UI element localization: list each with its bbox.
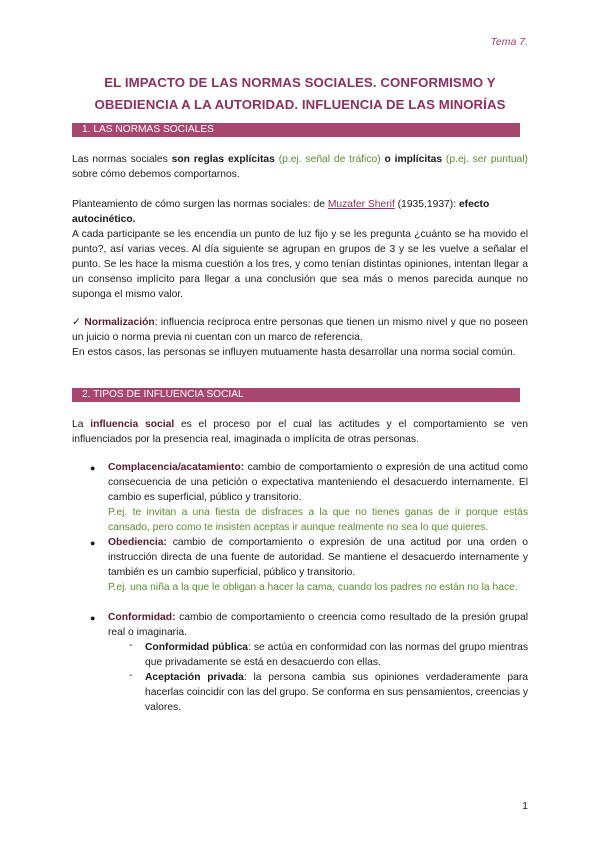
paragraph-mutual-influence: En estos casos, las personas se influyen mutuamente hasta desarrollar una norma social común. [72, 347, 516, 358]
topic-label: Tema 7. [490, 36, 528, 48]
text-span: Las normas sociales [72, 154, 172, 165]
list-item-obediencia [108, 535, 528, 595]
dash-marker: - [129, 670, 133, 681]
text-span: La [72, 419, 91, 430]
text-span: : influencia recíproca entre personas que tienen un mismo nivel y que no poseen un juicio o norma previa ni cuentan con un marco de referencia. [72, 317, 528, 343]
term-implicit: o implícitas [384, 154, 443, 165]
page-number: 1 [522, 800, 528, 812]
title-line-2: OBEDIENCIA A LA AUTORIDAD. INFLUENCIA DE LAS MINORÍAS [94, 97, 506, 112]
text-span: cambio de comportamiento o expresión de una actitud por una orden o instrucción directa de una fuente de autoridad. Se mantiene el desacuerdo internamente y también es un cambio superficial, público y transitorio. [108, 537, 528, 578]
text-span: Planteamiento de cómo surgen las normas sociales: de [72, 199, 328, 210]
paragraph-experiment: A cada participante se les encendía un punto de luz fijo y se les pregunta ¿cuánto se ha movido el punto?, así varias veces. Al día siguiente se agrupan en grupos de 3 y se les vuelve a señalar el punto. Se les hace la misma cuestión a los tres, y como tenían distintas opiniones, intentan llegar a un consenso implícito para llegar a una conclusión que sea más o menos parecida aunque no suponga el mismo valor. [72, 229, 528, 300]
text-span: cambio de comportamiento o expresión de una actitud como consecuencia de una petición o expectativa manteniendo el desacuerdo internamente. El cambio es superficial, público y transitorio. [108, 462, 528, 503]
text-span: (1935,1937): [394, 199, 459, 210]
term-autokinetic: efecto autocinético. [72, 199, 490, 225]
page-title [72, 72, 528, 116]
term-obediencia: Obediencia: [108, 537, 167, 548]
text-span: es el proceso por el cual las actitudes y el comportamiento se ven influenciados por la presencia real, imaginada o implícita de otras personas. [72, 419, 528, 445]
term-complacencia: Complacencia/acatamiento: [108, 462, 245, 473]
paragraph-definition [72, 152, 528, 182]
subitem-aceptacion-privada [145, 670, 528, 715]
term-conformidad: Conformidad: [108, 612, 176, 623]
example-obediencia: P.ej. una niña a la que le obligan a hacer la cama, cuando los padres no están no la hace. [108, 582, 518, 593]
bullet-icon: ● [90, 538, 96, 548]
term-aceptacion-privada: Aceptación privada [145, 672, 244, 683]
bullet-icon: ● [90, 613, 96, 623]
bullet-icon: ● [90, 463, 96, 473]
section-heading-tipos: 2. TIPOS DE INFLUENCIA SOCIAL [72, 388, 520, 402]
sherif-link[interactable]: Muzafer Sherif [327, 199, 395, 210]
text-span: : se actúa en conformidad con las normas del grupo mientras que privadamente se está en desacuerdo con ellas. [145, 642, 528, 668]
example-explicit: (p.ej. señal de tráfico) [274, 154, 385, 165]
term-social-influence: influencia social [90, 419, 175, 430]
text-span: : la persona cambia sus opiniones verdaderamente para hacerlas coincidir con las del grupo. Se conforma en sus pensamientos, creencias y valores. [145, 672, 528, 713]
subitem-conformidad-publica [145, 640, 528, 670]
section-heading-normas: 1. LAS NORMAS SOCIALES [72, 123, 520, 137]
term-normalization: Normalización [84, 317, 155, 328]
list-item-complacencia [108, 460, 528, 535]
dash-marker: - [129, 640, 133, 651]
term-conformidad-publica: Conformidad pública [145, 642, 249, 653]
paragraph-social-influence [72, 417, 528, 447]
paragraph-sherif [72, 197, 528, 227]
term-explicit: son reglas explícitas [171, 154, 275, 165]
check-icon: ✓ [72, 317, 82, 328]
title-line-1: EL IMPACTO DE LAS NORMAS SOCIALES. CONFORMISMO Y [104, 75, 496, 90]
text-span: sobre cómo debemos comportarnos. [72, 169, 240, 180]
example-implicit: (p.ej. ser puntual) [442, 154, 528, 165]
list-item-conformidad [108, 610, 528, 640]
text-span: cambio de comportamiento o creencia como resultado de la presión grupal real o imaginaria. [108, 612, 528, 638]
example-complacencia: P.ej. te invitan a una fiesta de disfraces a la que no tienes ganas de ir porque estás cansado, pero como te insisten aceptas ir aunque realmente no sea lo que quieres. [108, 507, 528, 533]
paragraph-normalization [72, 315, 528, 345]
